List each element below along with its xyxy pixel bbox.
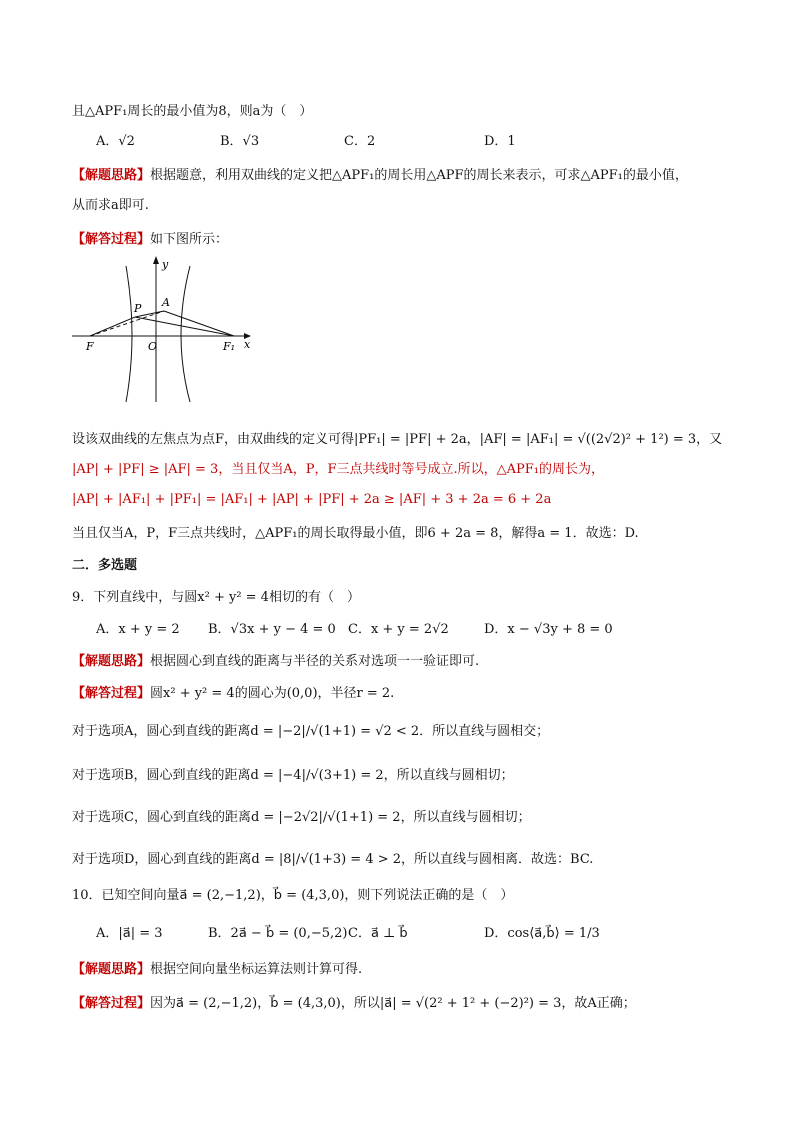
hyperbola-figure — [72, 256, 252, 406]
q8-option-c: C．2 — [344, 134, 376, 149]
hyperbola-left-branch — [126, 266, 132, 402]
q9-process-text: 圆x² + y² = 4的圆心为(0,0)，半径r = 2. — [150, 686, 395, 701]
q10-stem: 10．已知空间向量a⃗ = (2,−1,2)，b⃗ = (4,3,0)，则下列说法正确的是（ ） — [72, 888, 514, 903]
q9-option-b: B．√3x + y − 4 = 0 — [208, 622, 336, 637]
idea-tag: 【解题思路】 — [72, 168, 151, 183]
q8-option-d: D．1 — [484, 134, 516, 149]
q8-process-intro — [72, 230, 228, 250]
section-title-multiple-choice: 二．多选题 — [72, 558, 138, 573]
q9-options — [96, 620, 756, 640]
q10-process-text: 因为a⃗ = (2,−1,2)，b⃗ = (4,3,0)，所以|a⃗| = √(2² + 1² + (−2)²) = 3，故A正确； — [150, 996, 636, 1011]
q9-check-d: 对于选项D，圆心到直线的距离d = |8|/√(1+3) = 4 > 2，所以直线与圆相离．故选：BC. — [72, 852, 594, 867]
hyperbola-right-branch — [181, 266, 190, 402]
q9-check-a: 对于选项A，圆心到直线的距离d = |−2|/√(1+1) = √2 < 2．所以直线与圆相交； — [72, 724, 550, 739]
q8-idea-line1 — [72, 166, 688, 186]
point-F-label: F — [86, 340, 94, 353]
q8-process-line3: |AP| + |AF₁| + |PF₁| = |AF₁| + |AP| + |PF| + 2a ≥ |AF| + 3 + 2a = 6 + 2a — [72, 492, 552, 507]
q9-process — [72, 684, 394, 704]
q9-option-a: A．x + y = 2 — [96, 622, 180, 637]
q10-idea-text: 根据空间向量坐标运算法则计算可得. — [150, 962, 363, 977]
segment-AF1 — [164, 311, 234, 336]
q10-option-d: D．cos⟨a⃗,b⃗⟩ = 1/3 — [484, 926, 600, 941]
q8-process-line4: 当且仅当A，P，F三点共线时，△APF₁的周长取得最小值，即6 + 2a = 8，解得a = 1．故选：D. — [72, 526, 639, 541]
q10-idea — [72, 960, 362, 980]
segment-FP — [90, 317, 135, 336]
y-axis-arrow — [153, 256, 159, 264]
q10-option-a: A．|a⃗| = 3 — [96, 926, 163, 941]
segment-FA-dashed — [90, 311, 164, 336]
q10-options — [96, 924, 756, 944]
point-P-label: P — [134, 302, 142, 315]
q8-process-intro-text: 如下图所示： — [150, 232, 229, 247]
q8-process-line1: 设该双曲线的左焦点为点F，由双曲线的定义可得|PF₁| = |PF| + 2a，|AF| = |AF₁| = √((2√2)² + 1²) = 3，又 — [72, 432, 723, 447]
q8-idea-line2: 从而求a即可. — [72, 198, 149, 213]
q8-stem: 且△APF₁周长的最小值为8，则a为（ ） — [72, 104, 313, 119]
q10-option-b: B．2a⃗ − b⃗ = (0,−5,2) — [208, 926, 348, 941]
point-A-label: A — [162, 296, 170, 309]
x-axis-label: x — [244, 338, 251, 351]
q9-check-b: 对于选项B，圆心到直线的距离d = |−4|/√(3+1) = 2，所以直线与圆相切； — [72, 768, 514, 783]
q9-check-c: 对于选项C，圆心到直线的距离d = |−2√2|/√(1+1) = 2，所以直线与圆相切； — [72, 810, 531, 825]
point-F1-label: F₁ — [223, 340, 236, 353]
q9-option-c: C．x + y = 2√2 — [348, 622, 449, 637]
y-axis-label: y — [162, 258, 169, 271]
process-tag: 【解答过程】 — [72, 996, 151, 1011]
q10-process — [72, 994, 636, 1014]
process-tag: 【解答过程】 — [72, 232, 151, 247]
q10-option-c: C．a⃗ ⊥ b⃗ — [348, 926, 408, 941]
q9-idea — [72, 652, 479, 672]
segment-PF1 — [135, 317, 234, 336]
q9-stem: 9．下列直线中，与圆x² + y² = 4相切的有（ ） — [72, 590, 360, 605]
q9-idea-text: 根据圆心到直线的距离与半径的关系对选项一一验证即可. — [150, 654, 480, 669]
process-tag: 【解答过程】 — [72, 686, 151, 701]
idea-tag: 【解题思路】 — [72, 962, 151, 977]
idea-tag: 【解题思路】 — [72, 654, 151, 669]
q8-process-line2: |AP| + |PF| ≥ |AF| = 3，当且仅当A，P，F三点共线时等号成立.所以，△APF₁的周长为， — [72, 462, 604, 477]
q8-idea-text: 根据题意，利用双曲线的定义把△APF₁的周长用△APF的周长来表示，可求△APF₁的最小值， — [150, 168, 688, 183]
q9-option-d: D．x − √3y + 8 = 0 — [484, 622, 613, 637]
origin-O-label: O — [148, 340, 158, 353]
q8-option-b: B．√3 — [220, 134, 260, 149]
q8-options — [96, 132, 756, 152]
q8-option-a: A．√2 — [96, 134, 135, 149]
